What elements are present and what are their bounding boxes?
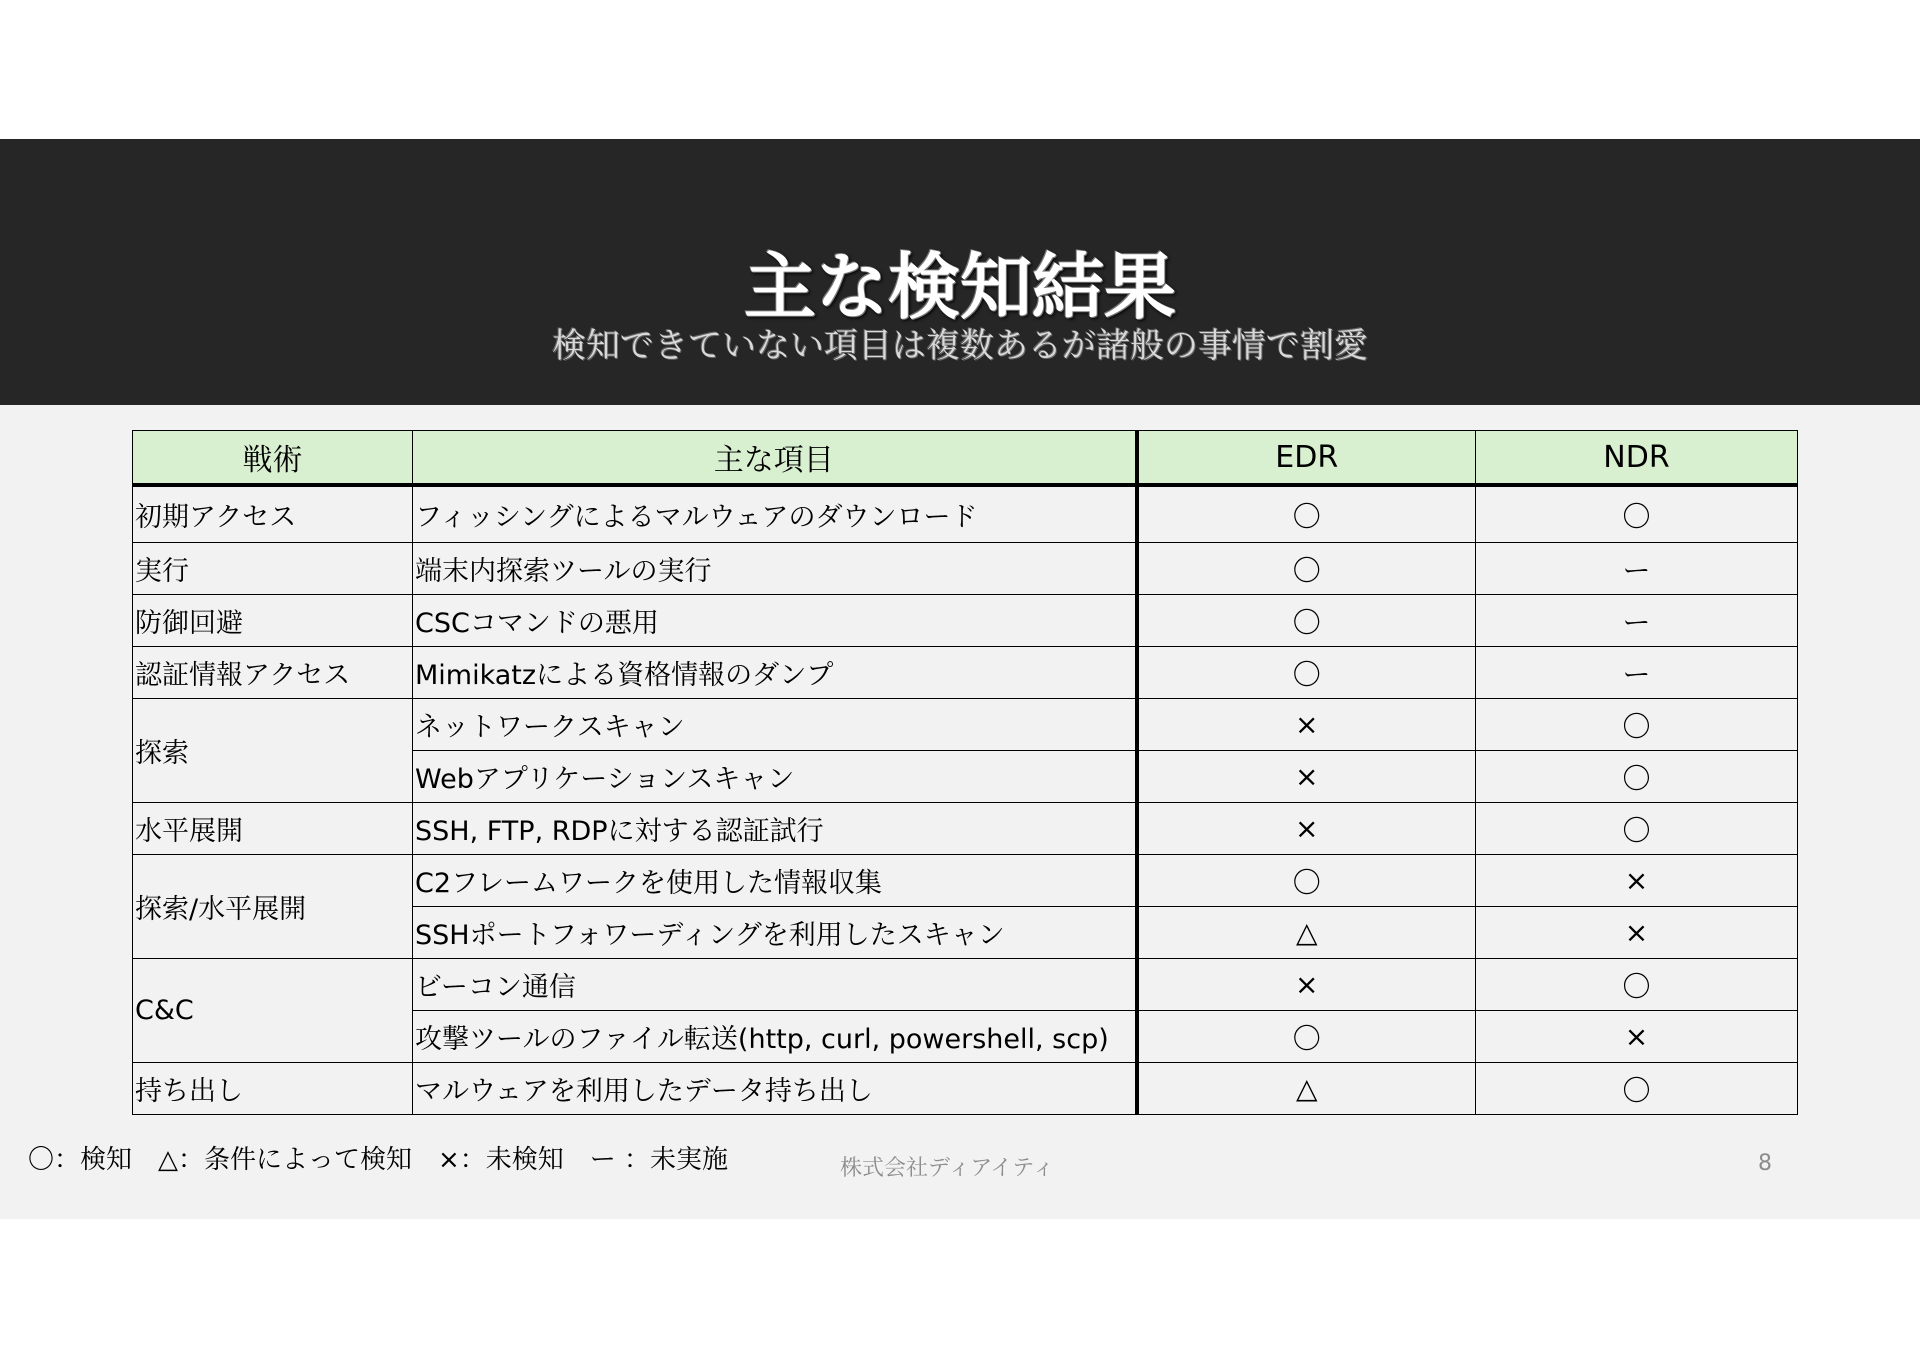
slide [0,139,1920,1219]
item-cell: Webアプリケーションスキャン [413,751,1137,803]
ndr-result-cell: ー [1476,647,1798,699]
table-row [133,803,1798,855]
item-cell: CSCコマンドの悪用 [413,595,1137,647]
column-header-edr: EDR [1137,431,1476,486]
table-row [133,699,1798,751]
tactic-cell: 水平展開 [133,803,413,855]
edr-result-cell: 〇 [1137,855,1476,907]
item-cell: SSH, FTP, RDPに対する認証試行 [413,803,1137,855]
tactic-cell: 実行 [133,543,413,595]
table-row [133,959,1798,1011]
tactic-cell: C&C [133,959,413,1063]
table-row [133,1063,1798,1115]
page-number: 8 [1758,1151,1772,1176]
edr-result-cell: × [1137,959,1476,1011]
ndr-result-cell: × [1476,855,1798,907]
page-title: 主な検知結果 [743,245,1176,329]
edr-result-cell: 〇 [1137,1011,1476,1063]
ndr-result-cell: 〇 [1476,1063,1798,1115]
ndr-result-cell: 〇 [1476,751,1798,803]
tactic-cell: 探索 [133,699,413,803]
ndr-result-cell: 〇 [1476,803,1798,855]
ndr-result-cell: 〇 [1476,485,1798,543]
edr-result-cell: 〇 [1137,543,1476,595]
ndr-result-cell: ー [1476,543,1798,595]
edr-result-cell: 〇 [1137,647,1476,699]
ndr-result-cell: × [1476,907,1798,959]
item-cell: ネットワークスキャン [413,699,1137,751]
table-row [133,647,1798,699]
edr-result-cell: × [1137,803,1476,855]
edr-result-cell: × [1137,751,1476,803]
table-row [133,485,1798,543]
item-cell: 攻撃ツールのファイル転送(http, curl, powershell, scp) [413,1011,1137,1063]
item-cell: 端末内探索ツールの実行 [413,543,1137,595]
edr-result-cell: × [1137,699,1476,751]
column-header-item: 主な項目 [413,431,1137,486]
table-row [133,595,1798,647]
tactic-cell: 持ち出し [133,1063,413,1115]
item-cell: SSHポートフォワーディングを利用したスキャン [413,907,1137,959]
column-header-tactic: 戦術 [133,431,413,486]
edr-result-cell: 〇 [1137,485,1476,543]
item-cell: フィッシングによるマルウェアのダウンロード [413,485,1137,543]
company-name: 株式会社ディアイティ [840,1156,1055,1181]
edr-result-cell: △ [1137,1063,1476,1115]
tactic-cell: 探索/水平展開 [133,855,413,959]
detection-results-table [132,430,1798,1115]
tactic-cell: 初期アクセス [133,485,413,543]
item-cell: Mimikatzによる資格情報のダンプ [413,647,1137,699]
table-row [133,855,1798,907]
tactic-cell: 防御回避 [133,595,413,647]
header-band [0,139,1920,405]
table-row [133,543,1798,595]
page-subtitle: 検知できていない項目は複数あるが諸般の事情で割愛 [552,326,1368,366]
edr-result-cell: △ [1137,907,1476,959]
item-cell: ビーコン通信 [413,959,1137,1011]
tactic-cell: 認証情報アクセス [133,647,413,699]
table-header-row [133,431,1798,486]
ndr-result-cell: 〇 [1476,959,1798,1011]
ndr-result-cell: × [1476,1011,1798,1063]
ndr-result-cell: ー [1476,595,1798,647]
legend: 〇：検知 △：条件によって検知 ×：未検知 ー ：未実施 [28,1145,729,1175]
item-cell: マルウェアを利用したデータ持ち出し [413,1063,1137,1115]
column-header-ndr: NDR [1476,431,1798,486]
ndr-result-cell: 〇 [1476,699,1798,751]
edr-result-cell: 〇 [1137,595,1476,647]
item-cell: C2フレームワークを使用した情報収集 [413,855,1137,907]
